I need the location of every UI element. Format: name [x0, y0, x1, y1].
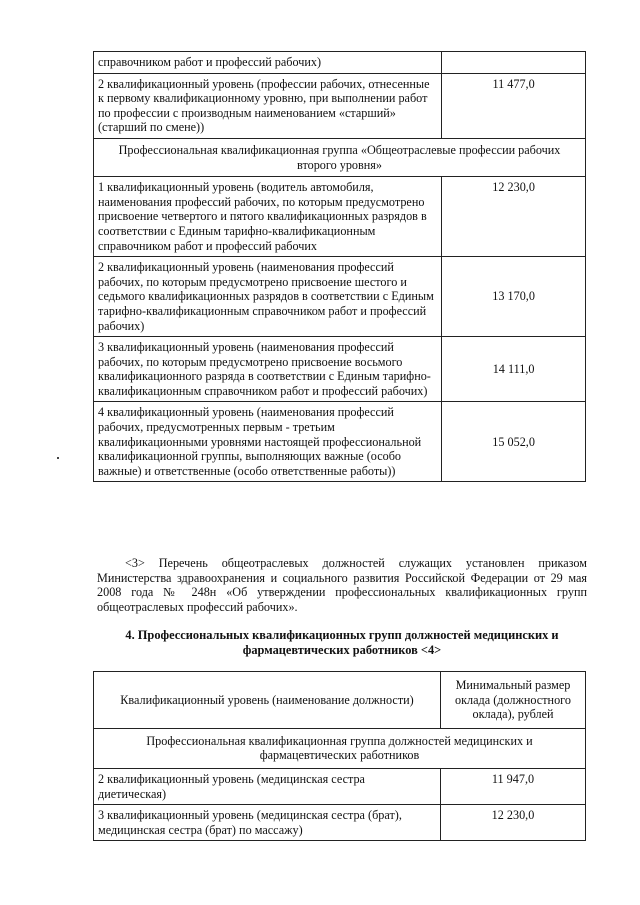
table-cell-level: 4 квалификационный уровень (наименования профессий рабочих, предусмотренных первым - третьим квалификационными уровнями настоящей профессиональной квалификационной группы, выполняющих важные (особо важные) и ответственные (особо ответственные работы)) [94, 402, 442, 482]
table-cell-salary: 11 477,0 [442, 73, 586, 138]
table-row [94, 177, 586, 257]
table-cell-salary: 13 170,0 [442, 257, 586, 337]
salary-table-workers [93, 51, 586, 482]
scan-speck [57, 457, 59, 459]
table-group-row [94, 138, 586, 176]
section-4-title: 4. Профессиональных квалификационных групп должностей медицинских и фармацевтических работников <4> [125, 628, 559, 657]
table-row [94, 257, 586, 337]
column-header-level: Квалификационный уровень (наименование должности) [94, 672, 441, 729]
table-cell-salary: 12 230,0 [442, 177, 586, 257]
table-cell-level: 1 квалификационный уровень (водитель автомобиля, наименования профессий рабочих, по которым предусмотрено присвоение четвертого и пятого квалификационных разрядов в соответствии с Единым тарифно-квалификационным справочником работ и профессий рабочих [94, 177, 442, 257]
table-cell-salary: 12 230,0 [440, 805, 585, 841]
table-cell-level: 3 квалификационный уровень (медицинская сестра (брат), медицинская сестра (брат) по массажу) [94, 805, 441, 841]
table-cell-level: справочником работ и профессий рабочих) [94, 52, 442, 74]
table-row [94, 805, 586, 841]
table-cell-level: 2 квалификационный уровень (наименования профессий рабочих, по которым предусмотрено присвоение шестого и седьмого квалификационных разрядов в соответствии с Единым тарифно-квалификационным справочником работ и профессий рабочих) [94, 257, 442, 337]
table-cell-salary [442, 52, 586, 74]
footnote-3: <3> Перечень общеотраслевых должностей служащих установлен приказом Министерства здравоохранения и социального развития Российской Федерации от 29 мая 2008 года № 248н «Об утверждении профессиональных квалификационных групп общеотраслевых профессий рабочих». [97, 556, 587, 615]
table-cell-level: 3 квалификационный уровень (наименования профессий рабочих, по которым предусмотрено присвоение восьмого квалификационного разряда в соответствии с Единым тарифно-квалификационным справочником работ и профессий рабочих) [94, 337, 442, 402]
table-group-title: Профессиональная квалификационная группа должностей медицинских и фармацевтических работников [94, 728, 586, 768]
table-row [94, 52, 586, 74]
column-header-salary: Минимальный размер оклада (должностного оклада), рублей [440, 672, 585, 729]
table-group-row [94, 728, 586, 768]
table-cell-salary: 14 111,0 [442, 337, 586, 402]
table-row [94, 337, 586, 402]
table-cell-salary: 15 052,0 [442, 402, 586, 482]
table-cell-level: 2 квалификационный уровень (медицинская сестра диетическая) [94, 768, 441, 804]
table-cell-level: 2 квалификационный уровень (профессии рабочих, отнесенные к первому квалификационному уровню, при выполнении работ по профессии с производным наименованием «старший» (старший по смене)) [94, 73, 442, 138]
table-group-title: Профессиональная квалификационная группа «Общеотраслевые профессии рабочих второго уровня» [94, 138, 586, 176]
salary-table-medical [93, 671, 586, 841]
table-row [94, 73, 586, 138]
table-header-row [94, 672, 586, 729]
table-row [94, 768, 586, 804]
table-row [94, 402, 586, 482]
table-cell-salary: 11 947,0 [440, 768, 585, 804]
